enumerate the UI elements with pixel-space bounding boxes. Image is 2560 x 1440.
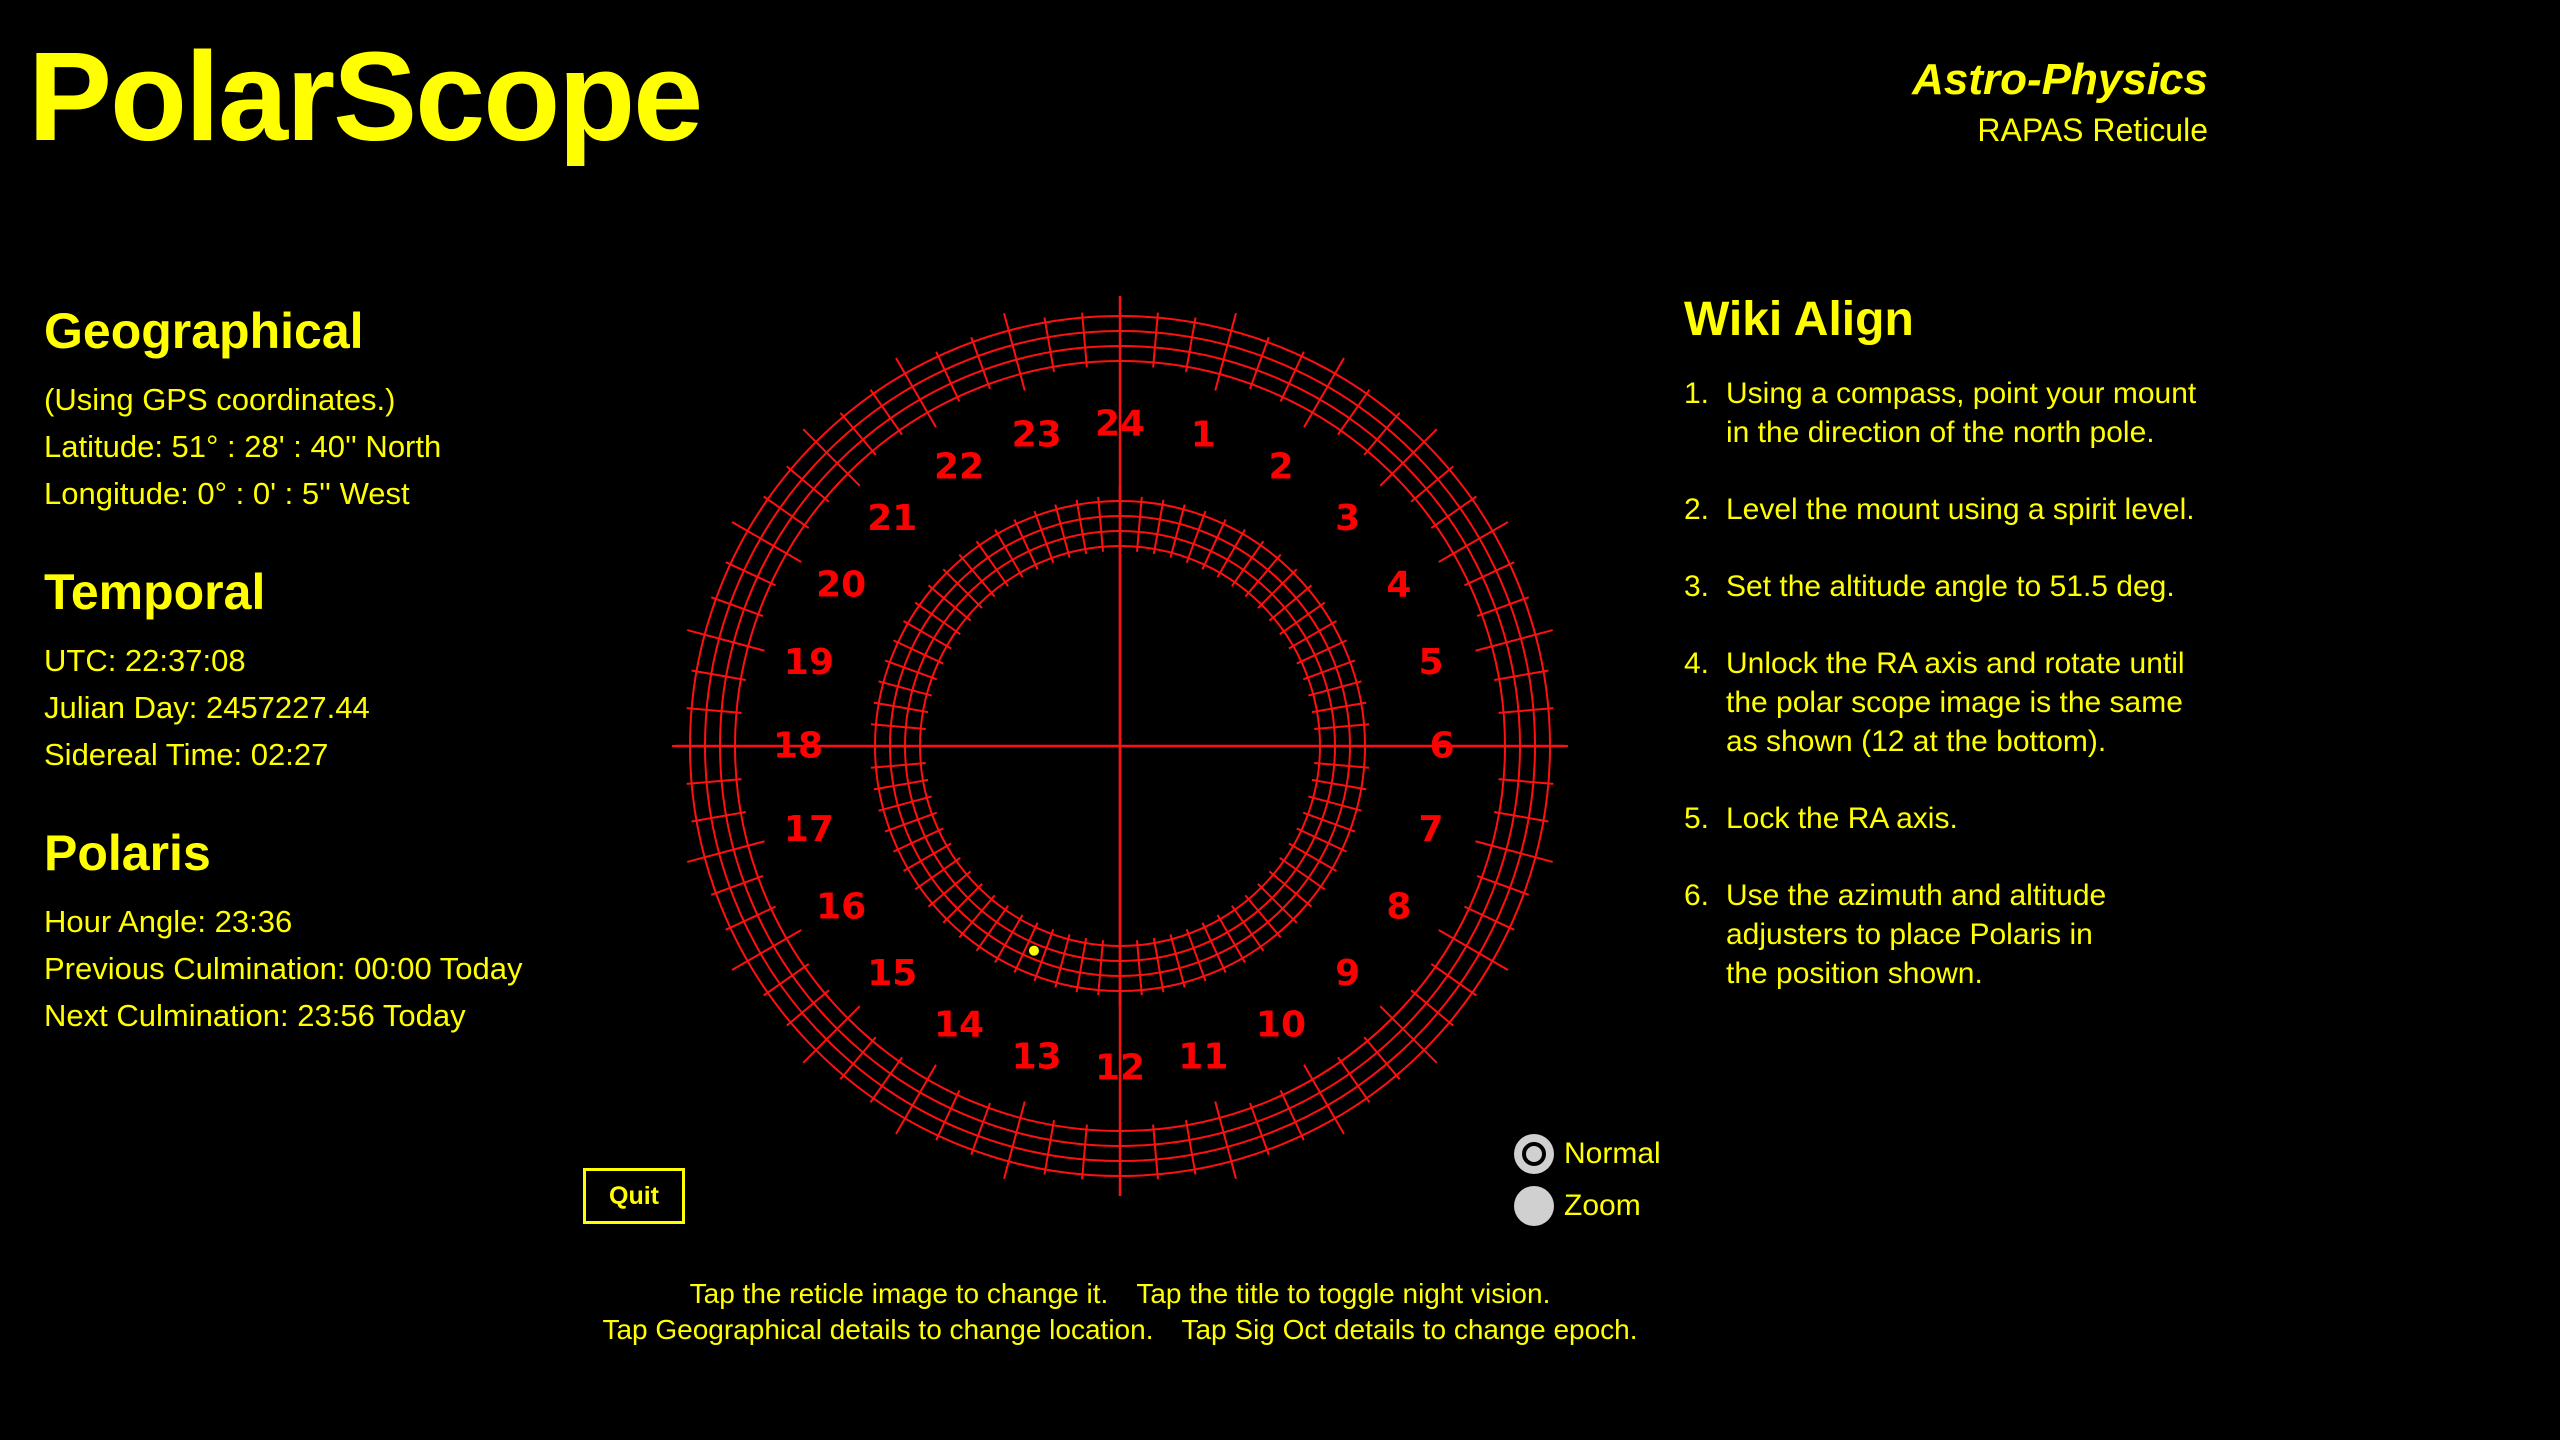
step-text: Lock the RA axis.	[1726, 802, 1958, 835]
reticle-tick	[1380, 429, 1437, 486]
quit-button[interactable]: Quit	[583, 1168, 685, 1224]
reticle-tick	[1154, 938, 1164, 992]
reticle-tick	[1154, 500, 1164, 554]
polaris-heading: Polaris	[44, 825, 211, 881]
polaris-marker	[1029, 946, 1039, 956]
hour-label: 2	[1268, 446, 1294, 488]
reticle-tick	[1289, 844, 1337, 872]
reticle-tick	[1034, 511, 1053, 563]
hour-label: 8	[1386, 886, 1412, 928]
reticle-tick	[1312, 780, 1366, 790]
reticle-tick	[879, 681, 932, 695]
reticle-tick	[1308, 681, 1361, 695]
hint-row-2	[560, 1312, 1680, 1348]
reticle-tick	[711, 597, 763, 616]
hour-label: 17	[783, 808, 835, 850]
hour-label: 4	[1386, 564, 1412, 606]
reticle-tick	[1153, 313, 1158, 368]
reticle-tick	[1499, 779, 1554, 784]
hour-label: 11	[1178, 1036, 1229, 1078]
hour-label: 22	[933, 446, 985, 488]
reticle-tick	[1186, 318, 1196, 372]
hour-label: 10	[1255, 1004, 1307, 1046]
hour-label: 6	[1429, 725, 1455, 767]
hour-label: 24	[1094, 403, 1146, 445]
sidereal-time-value: Sidereal Time: 02:27	[44, 737, 329, 772]
reticle-tick	[1044, 318, 1054, 372]
hint-reticle: Tap the reticle image to change it.	[689, 1278, 1109, 1309]
view-mode-radio-group	[1514, 1128, 1661, 1232]
reticle-tick	[1218, 529, 1246, 577]
reticle-tick	[1297, 828, 1347, 851]
reticle-tick	[1303, 660, 1355, 679]
reticle-tick	[995, 915, 1023, 963]
step-text: Using a compass, point your mount in the direction of the north pole.	[1726, 377, 2197, 449]
reticle-tick	[1308, 796, 1361, 810]
polaris-section	[44, 820, 644, 1039]
reticle-tick	[1082, 313, 1087, 368]
longitude-value: Longitude: 0° : 0' : 5'' West	[44, 476, 410, 511]
brand-name: Astro-Physics	[1912, 55, 2208, 104]
app-title[interactable]: PolarScope	[28, 26, 702, 167]
reticle-tick	[995, 529, 1023, 577]
hour-label: 5	[1418, 642, 1444, 684]
reticle-tick	[1055, 934, 1069, 987]
hint-epoch: Tap Sig Oct details to change epoch.	[1181, 1314, 1638, 1345]
reticle-tick	[1170, 505, 1184, 558]
reticle-tick	[1137, 497, 1142, 552]
reticle-tick	[803, 1006, 860, 1063]
wiki-step	[1684, 644, 2304, 761]
reticle-tick	[711, 876, 763, 895]
wiki-align-heading: Wiki Align	[1684, 293, 1914, 346]
hour-label: 9	[1335, 953, 1361, 995]
reticle-tick	[1098, 497, 1103, 552]
reticle-tick	[1170, 934, 1184, 987]
reticle-tick	[1464, 562, 1514, 585]
reticle-tick	[1034, 929, 1053, 981]
reticle-tick	[874, 780, 928, 790]
reticle-tick	[687, 708, 742, 713]
hint-location: Tap Geographical details to change location.	[602, 1314, 1154, 1345]
hour-label: 14	[933, 1004, 985, 1046]
step-number: 1.	[1684, 377, 1710, 410]
radio-normal-label: Normal	[1564, 1137, 1661, 1170]
reticle-tick	[1082, 1125, 1087, 1180]
step-number: 5.	[1684, 802, 1710, 835]
reticle-tick	[1477, 597, 1529, 616]
radio-normal-indicator[interactable]	[1514, 1134, 1554, 1174]
reticle-image[interactable]	[660, 290, 1580, 1210]
hour-label: 18	[772, 725, 824, 767]
reticle-tick	[893, 640, 943, 663]
details-panel	[44, 298, 644, 1081]
wiki-align-panel	[1684, 288, 2304, 1031]
next-culmination-value: Next Culmination: 23:56 Today	[44, 998, 466, 1033]
reticle-tick	[803, 429, 860, 486]
reticle-tick	[871, 763, 926, 768]
reticle-tick	[1297, 640, 1347, 663]
reticle-tick	[1218, 915, 1246, 963]
reticle-tick	[1098, 940, 1103, 995]
reticle-tick	[936, 1090, 959, 1140]
reticle-tick	[1314, 724, 1369, 729]
reticle-tick	[903, 621, 951, 649]
reticle-tick	[1303, 813, 1355, 832]
reticle-tick	[726, 907, 776, 930]
radio-zoom-indicator[interactable]	[1514, 1186, 1554, 1226]
reticle-tick	[936, 352, 959, 402]
reticle-tick	[726, 562, 776, 585]
julian-day-value: Julian Day: 2457227.44	[44, 690, 370, 725]
reticle-tick	[1314, 763, 1369, 768]
wiki-align-steps	[1684, 374, 2304, 993]
reticle-tick	[971, 1103, 990, 1155]
reticle-tick	[1281, 1090, 1304, 1140]
hour-label: 3	[1335, 497, 1361, 539]
reticle-tick	[885, 660, 937, 679]
reticle-tick	[1289, 621, 1337, 649]
reticle-tick	[871, 724, 926, 729]
reticle-tick	[1477, 876, 1529, 895]
hour-label: 13	[1011, 1036, 1062, 1078]
reticle-tick	[1202, 923, 1225, 973]
hint-row-1	[560, 1276, 1680, 1312]
reticle-tick	[1055, 505, 1069, 558]
polaris-dot	[1029, 946, 1039, 956]
radio-zoom-label: Zoom	[1564, 1189, 1641, 1222]
hour-label: 1	[1190, 414, 1216, 456]
reticle-tick	[1312, 703, 1366, 713]
reticle-tick	[1077, 938, 1087, 992]
reticle-tick	[1186, 1120, 1196, 1174]
wiki-step	[1684, 374, 2304, 452]
utc-value: UTC: 22:37:08	[44, 643, 246, 678]
reticle-tick	[893, 828, 943, 851]
step-text: Use the azimuth and altitude adjusters to place Polaris in the position shown.	[1726, 879, 2107, 990]
hour-angle-value: Hour Angle: 23:36	[44, 904, 293, 939]
hour-label: 19	[783, 642, 835, 684]
reticle-tick	[1014, 519, 1037, 569]
step-text: Set the altitude angle to 51.5 deg.	[1726, 570, 2175, 603]
hour-label: 23	[1011, 414, 1062, 456]
latitude-value: Latitude: 51° : 28' : 40'' North	[44, 429, 442, 464]
wiki-step	[1684, 876, 2304, 993]
hour-label: 12	[1094, 1047, 1146, 1089]
reticle-svg	[660, 290, 1580, 1210]
radio-zoom[interactable]	[1514, 1180, 1661, 1232]
step-number: 3.	[1684, 570, 1710, 603]
reticle-tick	[1187, 511, 1206, 563]
reticle-tick	[1153, 1125, 1158, 1180]
reticle-tick	[1494, 670, 1548, 680]
step-text: Level the mount using a spirit level.	[1726, 493, 2195, 526]
reticule-subtitle: RAPAS Reticule	[1977, 112, 2208, 148]
wiki-step	[1684, 567, 2304, 606]
geographical-heading: Geographical	[44, 303, 364, 359]
reticle-tick	[1250, 1103, 1269, 1155]
reticle-tick	[1380, 1006, 1437, 1063]
wiki-step	[1684, 799, 2304, 838]
reticle-tick	[885, 813, 937, 832]
reticle-tick	[1137, 940, 1142, 995]
hour-label: 7	[1418, 808, 1444, 850]
step-number: 4.	[1684, 647, 1710, 680]
hour-label: 15	[867, 953, 918, 995]
reticle-tick	[1187, 929, 1206, 981]
hour-label: 20	[816, 564, 867, 606]
temporal-heading: Temporal	[44, 564, 266, 620]
reticle-tick	[1044, 1120, 1054, 1174]
reticle-tick	[1499, 708, 1554, 713]
usage-hints	[560, 1276, 1680, 1348]
reticle-tick	[1250, 337, 1269, 389]
reticle-tick	[1494, 812, 1548, 822]
reticle-tick	[971, 337, 990, 389]
hour-label: 21	[867, 497, 918, 539]
reticle-tick	[692, 670, 746, 680]
reticle-tick	[879, 796, 932, 810]
step-number: 2.	[1684, 493, 1710, 526]
step-text: Unlock the RA axis and rotate until the polar scope image is the same as shown (12 at the bottom).	[1726, 647, 2185, 758]
brand-block	[1912, 52, 2208, 152]
reticle-tick	[1077, 500, 1087, 554]
reticle-tick	[874, 703, 928, 713]
hour-label: 16	[816, 886, 867, 928]
geographical-section[interactable]	[44, 298, 644, 517]
temporal-section	[44, 559, 644, 778]
reticle-tick	[687, 779, 742, 784]
previous-culmination-value: Previous Culmination: 00:00 Today	[44, 951, 523, 986]
wiki-step	[1684, 490, 2304, 529]
step-number: 6.	[1684, 879, 1710, 912]
hint-night-vision: Tap the title to toggle night vision.	[1136, 1278, 1551, 1309]
reticle-tick	[692, 812, 746, 822]
reticle-tick	[1464, 907, 1514, 930]
reticle-tick	[1281, 352, 1304, 402]
reticle-tick	[903, 844, 951, 872]
gps-note: (Using GPS coordinates.)	[44, 382, 396, 417]
reticle-tick	[1202, 519, 1225, 569]
radio-normal[interactable]	[1514, 1128, 1661, 1180]
